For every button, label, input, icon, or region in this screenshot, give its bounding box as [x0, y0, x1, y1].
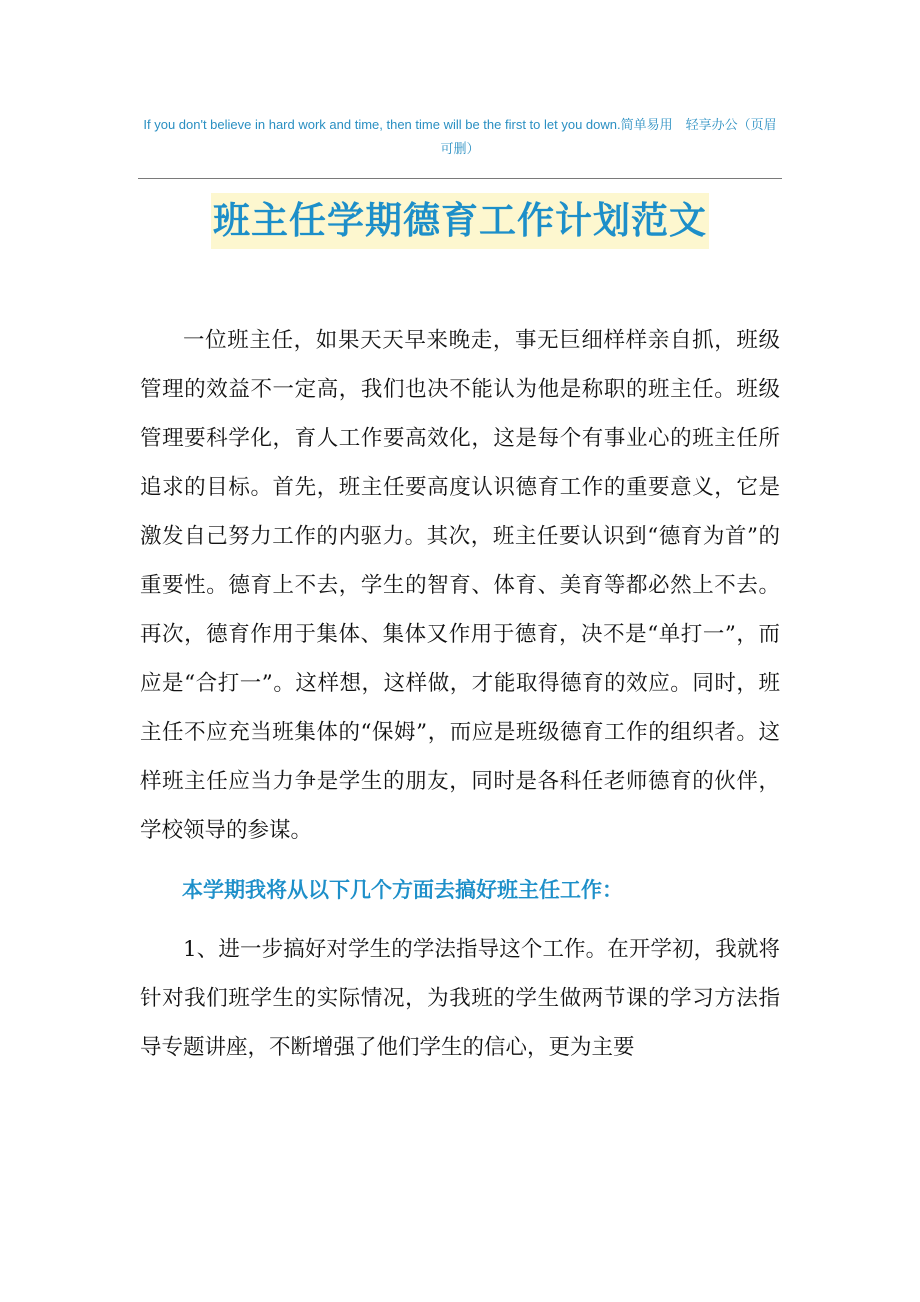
section-subheading: 本学期我将从以下几个方面去搞好班主任工作： — [182, 878, 623, 902]
document-body — [140, 316, 780, 1072]
header-divider — [138, 178, 782, 179]
title-container — [0, 193, 920, 249]
item-1-paragraph: 1、进一步搞好对学生的学法指导这个工作。在开学初，我就将针对我们班学生的实际情况，为我班的学生做两节课的学习方法指导专题讲座，不断增强了他们学生的信心，更为主要 — [140, 937, 780, 1060]
document-title: 班主任学期德育工作计划范文 — [211, 193, 709, 249]
page-header-text: If you don't believe in hard work and time, then time will be the first to let you down.简单易用 轻享办公（页眉可删） — [143, 117, 777, 156]
intro-paragraph: 一位班主任，如果天天早来晚走，事无巨细样样亲自抓，班级管理的效益不一定高，我们也决不能认为他是称职的班主任。班级管理要科学化，育人工作要高效化，这是每个有事业心的班主任所追求的目标。首先，班主任要高度认识德育工作的重要意义，它是激发自己努力工作的内驱力。其次，班主任要认识到“德育为首”的重要性。德育上不去，学生的智育、体育、美育等都必然上不去。再次，德育作用于集体、集体又作用于德育，决不是“单打一”，而应是“合打一”。这样想，这样做，才能取得德育的效应。同时，班主任不应充当班集体的“保姆”，而应是班级德育工作的组织者。这样班主任应当力争是学生的朋友，同时是各科任老师德育的伙伴，学校领导的参谋。 — [140, 328, 780, 843]
